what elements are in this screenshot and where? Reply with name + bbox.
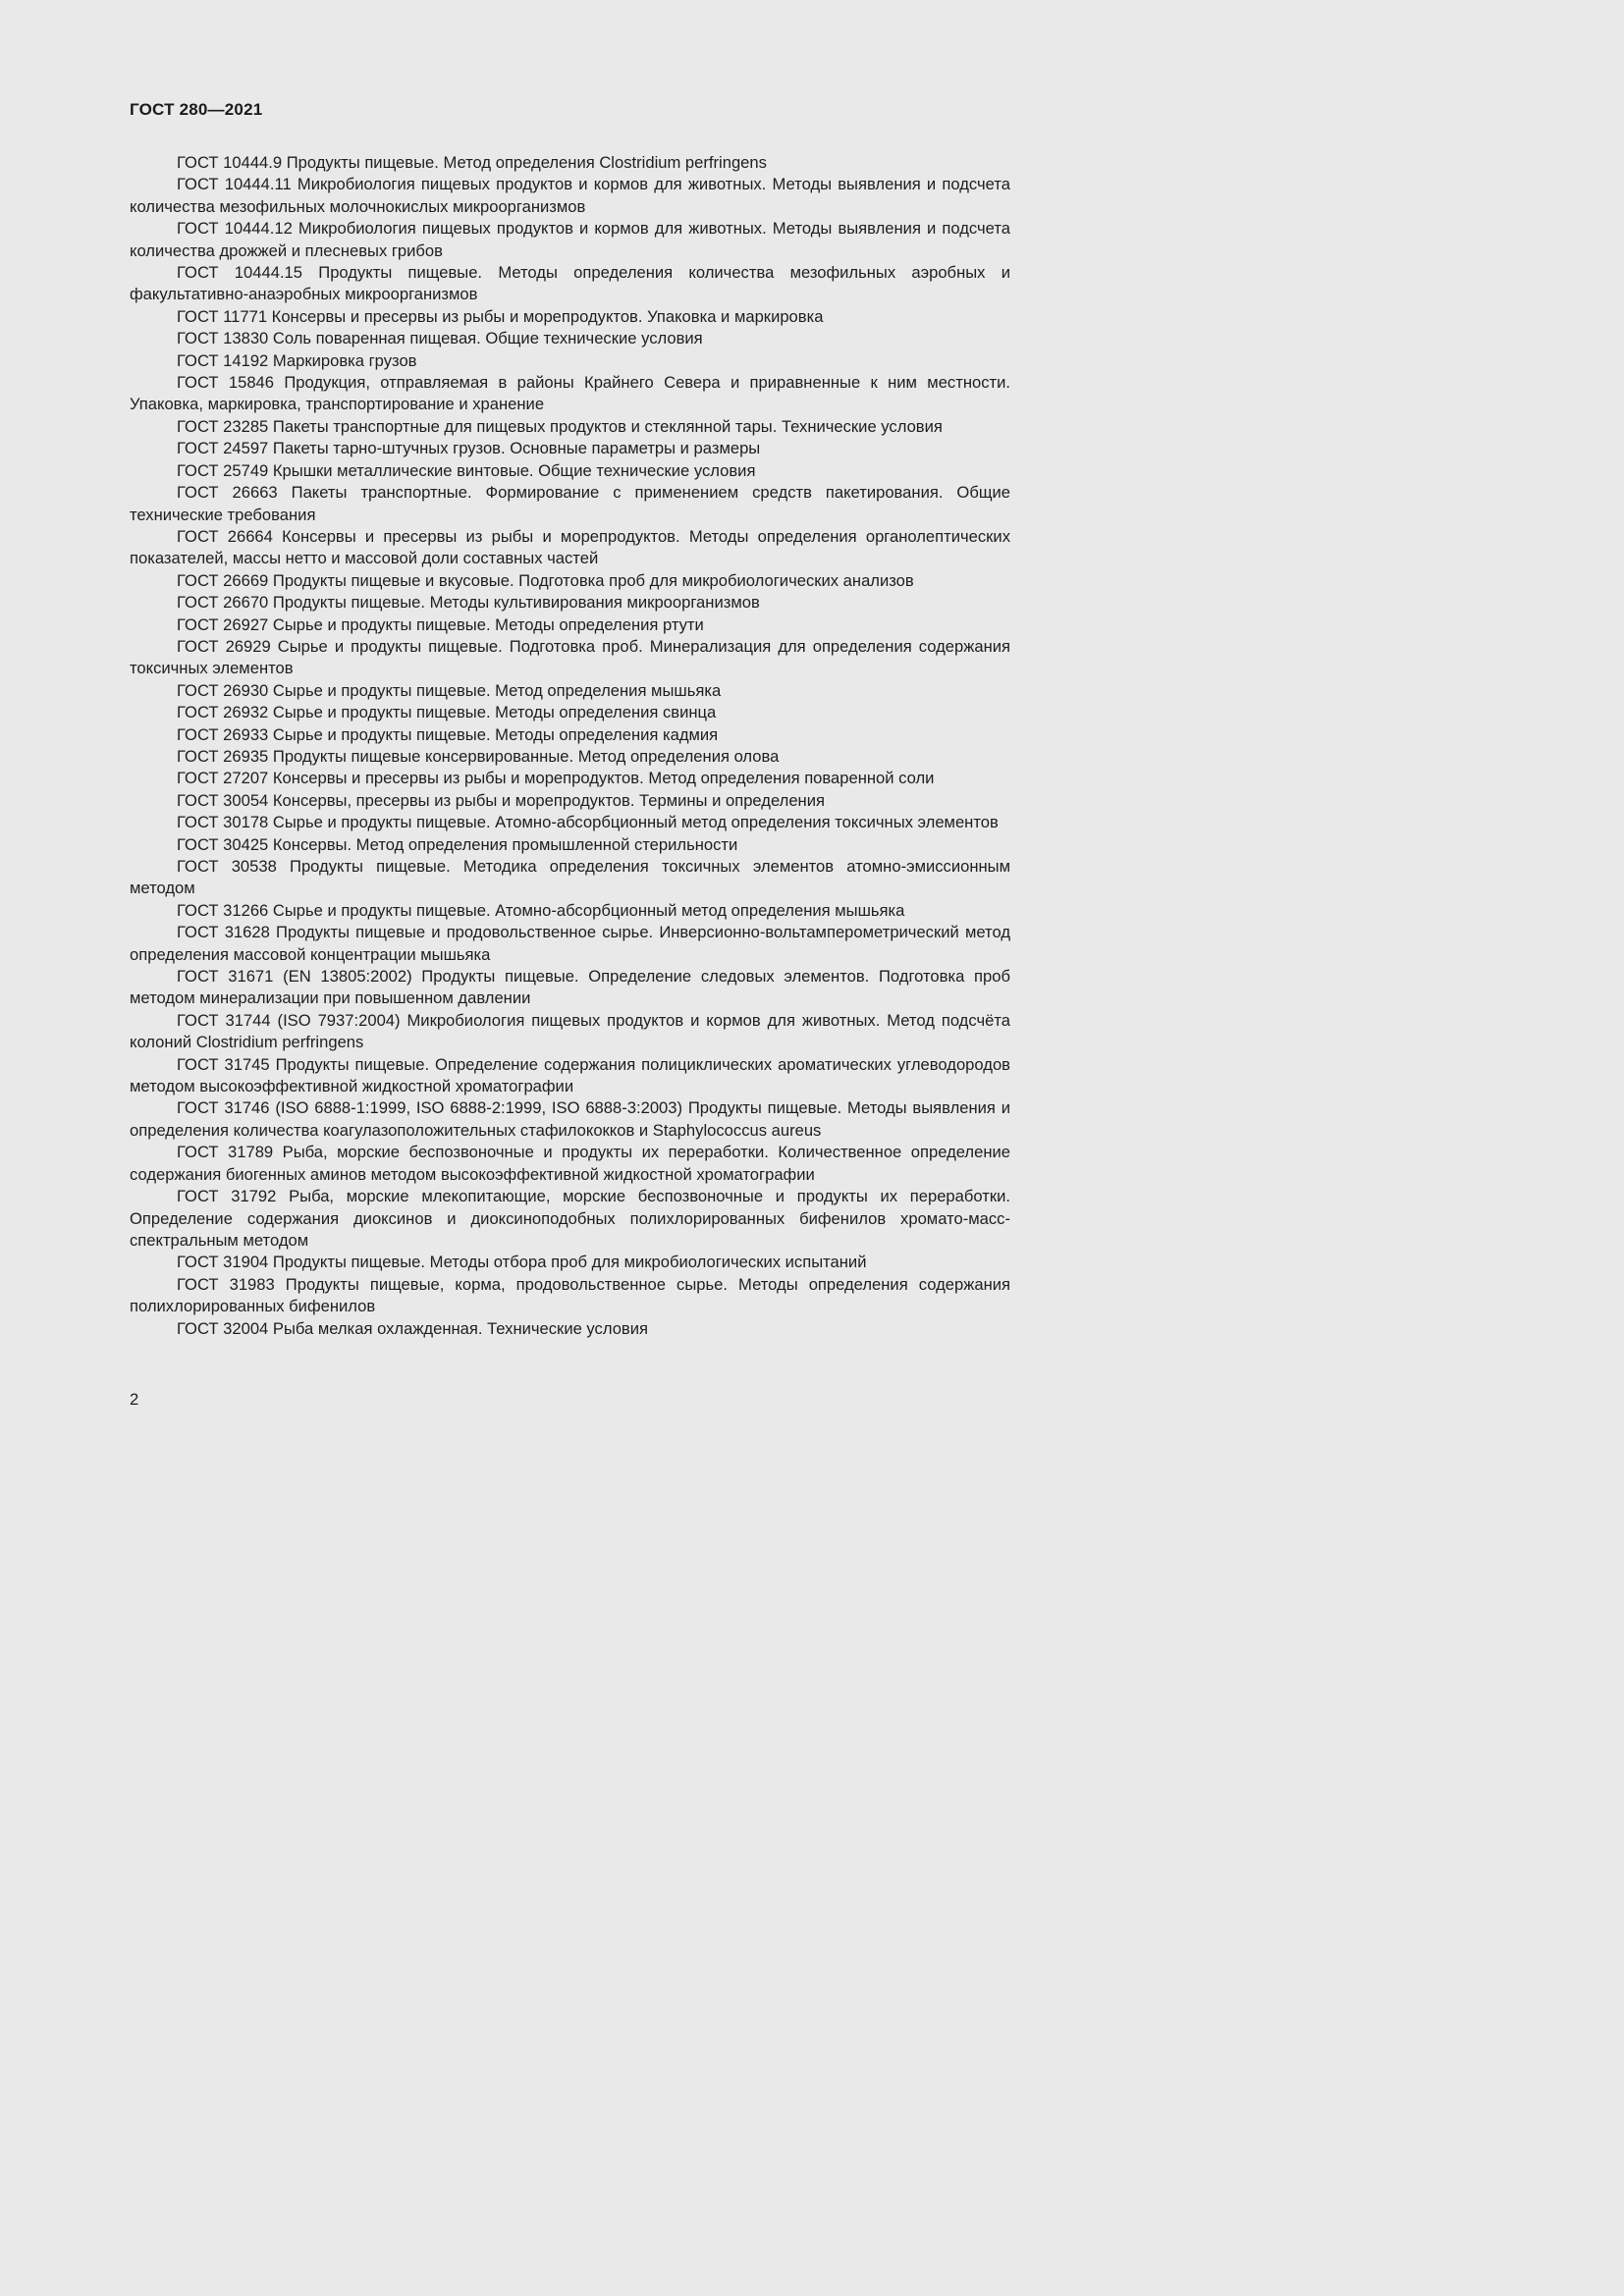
reference-item: ГОСТ 13830 Соль поваренная пищевая. Общие технические условия — [177, 329, 703, 348]
reference-item: ГОСТ 31744 (ISO 7937:2004) Микробиология пищевых продуктов и кормов для животных. Метод подсчёта колоний Clostridium perfringens — [130, 1010, 1010, 1052]
reference-item: ГОСТ 31266 Сырье и продукты пищевые. Атомно-абсорбционный метод определения мышьяка — [177, 900, 905, 920]
reference-item: ГОСТ 14192 Маркировка грузов — [177, 350, 417, 370]
page-number: 2 — [130, 1390, 139, 1409]
reference-item: ГОСТ 26932 Сырье и продукты пищевые. Методы определения свинца — [177, 703, 717, 722]
reference-item: ГОСТ 27207 Консервы и пресервы из рыбы и морепродуктов. Метод определения поваренной соли — [177, 769, 935, 788]
reference-item: ГОСТ 10444.12 Микробиология пищевых продуктов и кормов для животных. Методы выявления и подсчета количества дрожжей и плесневых грибов — [130, 219, 1010, 260]
reference-item: ГОСТ 11771 Консервы и пресервы из рыбы и морепродуктов. Упаковка и маркировка — [177, 306, 824, 326]
reference-item: ГОСТ 31671 (EN 13805:2002) Продукты пищевые. Определение следовых элементов. Подготовка проб методом минерализации при повышенном давлении — [130, 967, 1010, 1008]
reference-item: ГОСТ 26670 Продукты пищевые. Методы культивирования микроорганизмов — [177, 593, 760, 613]
reference-item: ГОСТ 31904 Продукты пищевые. Методы отбора проб для микробиологических испытаний — [177, 1253, 867, 1272]
reference-item: ГОСТ 30054 Консервы, пресервы из рыбы и морепродуктов. Термины и определения — [177, 790, 825, 810]
reference-item: ГОСТ 31628 Продукты пищевые и продовольственное сырье. Инверсионно-вольтамперометрический метод определения массовой концентрации мышьяка — [130, 923, 1010, 964]
reference-item: ГОСТ 30425 Консервы. Метод определения промышленной стерильности — [177, 834, 738, 854]
reference-item: ГОСТ 10444.15 Продукты пищевые. Методы определения количества мезофильных аэробных и факультативно-анаэробных микроорганизмов — [130, 263, 1010, 304]
reference-item: ГОСТ 26663 Пакеты транспортные. Формирование с применением средств пакетирования. Общие технические требования — [130, 483, 1010, 524]
reference-item: ГОСТ 31746 (ISO 6888-1:1999, ISO 6888-2:1999, ISO 6888-3:2003) Продукты пищевые. Методы выявления и определения количества коагулазоположительных стафилококков и Staphylococcus aureus — [130, 1098, 1010, 1140]
reference-item: ГОСТ 31792 Рыба, морские млекопитающие, морские беспозвоночные и продукты их переработки. Определение содержания диоксинов и диоксиноподобных полихлорированных бифенилов хромато-масс-спектральным методом — [130, 1187, 1010, 1250]
reference-item: ГОСТ 25749 Крышки металлические винтовые. Общие технические условия — [177, 460, 756, 480]
standard-header: ГОСТ 280—2021 — [130, 100, 263, 119]
reference-item: ГОСТ 10444.11 Микробиология пищевых продуктов и кормов для животных. Методы выявления и подсчета количества мезофильных молочнокислых микроорганизмов — [130, 175, 1010, 216]
reference-item: ГОСТ 30178 Сырье и продукты пищевые. Атомно-абсорбционный метод определения токсичных элементов — [177, 813, 999, 832]
reference-item: ГОСТ 31789 Рыба, морские беспозвоночные и продукты их переработки. Количественное определение содержания биогенных аминов методом высокоэффективной жидкостной хроматографии — [130, 1143, 1010, 1184]
reference-item: ГОСТ 31983 Продукты пищевые, корма, продовольственное сырье. Методы определения содержания полихлорированных бифенилов — [130, 1274, 1010, 1316]
normative-references-list — [130, 152, 1010, 1340]
reference-item: ГОСТ 26929 Сырье и продукты пищевые. Подготовка проб. Минерализация для определения содержания токсичных элементов — [130, 636, 1010, 678]
reference-item: ГОСТ 26927 Сырье и продукты пищевые. Методы определения ртути — [177, 614, 704, 634]
reference-item: ГОСТ 26669 Продукты пищевые и вкусовые. Подготовка проб для микробиологических анализов — [177, 570, 914, 590]
reference-item: ГОСТ 26935 Продукты пищевые консервированные. Метод определения олова — [177, 746, 780, 766]
reference-item: ГОСТ 26933 Сырье и продукты пищевые. Методы определения кадмия — [177, 724, 719, 744]
reference-item: ГОСТ 32004 Рыба мелкая охлажденная. Технические условия — [177, 1318, 649, 1338]
reference-item: ГОСТ 30538 Продукты пищевые. Методика определения токсичных элементов атомно-эмиссионным методом — [130, 857, 1010, 898]
reference-item: ГОСТ 15846 Продукция, отправляемая в районы Крайнего Севера и приравненные к ним местности. Упаковка, маркировка, транспортирование и хранение — [130, 373, 1010, 414]
reference-item: ГОСТ 10444.9 Продукты пищевые. Метод определения Clostridium perfringens — [177, 153, 767, 172]
document-page — [0, 0, 1089, 1539]
reference-item: ГОСТ 26930 Сырье и продукты пищевые. Метод определения мышьяка — [177, 680, 722, 700]
reference-item: ГОСТ 23285 Пакеты транспортные для пищевых продуктов и стеклянной тары. Технические условия — [177, 416, 943, 436]
reference-item: ГОСТ 26664 Консервы и пресервы из рыбы и морепродуктов. Методы определения органолептических показателей, массы нетто и массовой доли составных частей — [130, 526, 1010, 568]
reference-item: ГОСТ 24597 Пакеты тарно-штучных грузов. Основные параметры и размеры — [177, 439, 761, 458]
reference-item: ГОСТ 31745 Продукты пищевые. Определение содержания полициклических ароматических углеводородов методом высокоэффективной жидкостной хроматографии — [130, 1054, 1010, 1096]
